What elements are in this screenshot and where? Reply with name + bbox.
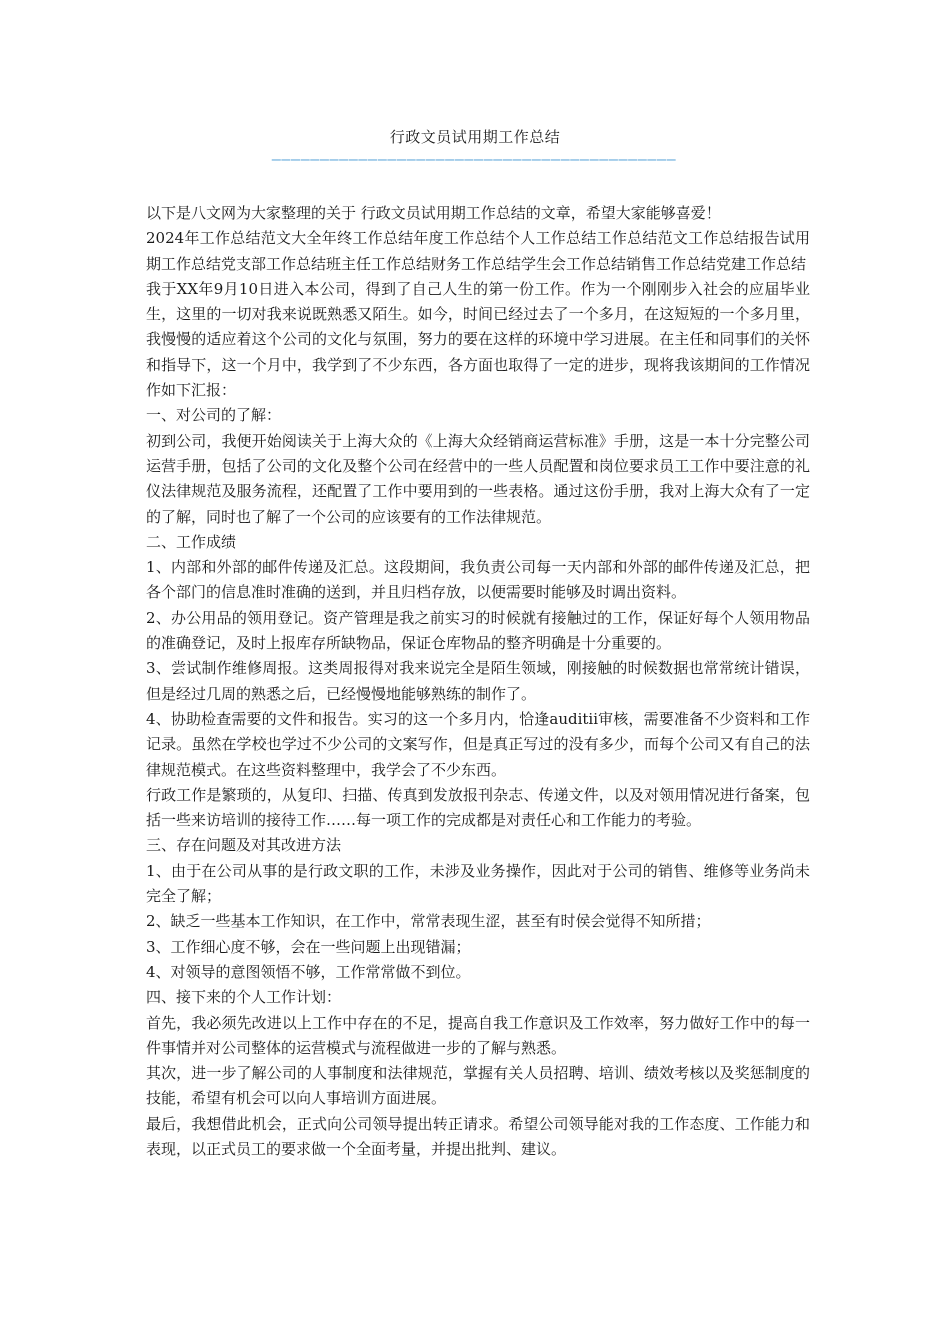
section-heading-1: 一、对公司的了解：: [146, 406, 282, 425]
list-item-achievement-1: 1、内部和外部的邮件传递及汇总。这段期间，我负责公司每一天内部和外部的邮件传递及汇总，把各个部门的信息准时准确的送到，并且归档存放，以便需要时能够及时调出资料。: [146, 558, 810, 602]
list-item-achievement-3: 3、尝试制作维修周报。这类周报得对我来说完全是陌生领域，刚接触的时候数据也常常统计错误，但是经过几周的熟悉之后，已经慢慢地能够熟练的制作了。: [146, 659, 810, 703]
paragraph-plan-second: 其次，进一步了解公司的人事制度和法律规范，掌握有关人员招聘、培训、绩效考核以及奖惩制度的技能，希望有机会可以向人事培训方面进展。: [146, 1064, 810, 1108]
title-divider: ——————————————————————————————————————————: [271, 150, 677, 168]
paragraph-opening: 我于XX年9月10日进入本公司，得到了自己人生的第一份工作。作为一个刚刚步入社会的应届毕业生，这里的一切对我来说既熟悉又陌生。如今，时间已经过去了一个多月，在这短短的一个多月里，我慢慢的适应着这个公司的文化与氛围，努力的要在这样的环境中学习进展。在主任和同事们的关怀和指导下，这一个月中，我学到了不少东西，各方面也取得了一定的进步，现将我该期间的工作情况作如下汇报：: [146, 279, 810, 400]
section-heading-3: 三、存在问题及对其改进方法: [146, 836, 342, 855]
document-body: [146, 201, 810, 1162]
section-heading-2: 二、工作成绩: [146, 532, 237, 551]
list-item-problem-4: 4、对领导的意图领悟不够，工作常常做不到位。: [146, 962, 471, 981]
document-title: 行政文员试用期工作总结: [389, 128, 561, 146]
list-item-achievement-4: 4、协助检查需要的文件和报告。实习的这一个多月内，恰逢auditii审核，需要准备不少资料和工作记录。虽然在学校也学过不少公司的文案写作，但是真正写过的没有多少，而每个公司又有自己的法律规范模式。在这些资料整理中，我学会了不少东西。: [146, 709, 810, 779]
paragraph-company-understanding: 初到公司，我便开始阅读关于上海大众的《上海大众经销商运营标准》手册，这是一本十分完整公司运营手册，包括了公司的文化及整个公司在经营中的一些人员配置和岗位要求员工工作中要注意的礼仪法律规范及服务流程，还配置了工作中要用到的一些表格。通过这份手册，我对上海大众有了一定的了解，同时也了解了一个公司的应该要有的工作法律规范。: [146, 431, 810, 526]
paragraph-intro: 以下是八文网为大家整理的关于 行政文员试用期工作总结的文章，希望大家能够喜爱！: [146, 204, 721, 222]
paragraph-admin-work: 行政工作是繁琐的，从复印、扫描、传真到发放报刊杂志、传递文件，以及对领用情况进行备案，包括一些来访培训的接待工作……每一项工作的完成都是对责任心和工作能力的考验。: [146, 785, 810, 830]
list-item-problem-2: 2、缺乏一些基本工作知识，在工作中，常常表现生涩，甚至有时侯会觉得不知所措；: [146, 912, 711, 931]
paragraph-related-links: 2024年工作总结范文大全年终工作总结年度工作总结个人工作总结工作总结范文工作总结报告试用期工作总结党支部工作总结班主任工作总结财务工作总结学生会工作总结销售工作总结党建工作总结: [146, 229, 810, 273]
list-item-problem-3: 3、工作细心度不够，会在一些问题上出现错漏；: [146, 937, 471, 956]
list-item-problem-1: 1、由于在公司从事的是行政文职的工作，未涉及业务操作，因此对于公司的销售、维修等业务尚未完全了解；: [146, 861, 810, 906]
paragraph-plan-last: 最后，我想借此机会，正式向公司领导提出转正请求。希望公司领导能对我的工作态度、工作能力和表现，以正式员工的要求做一个全面考量，并提出批判、建议。: [146, 1114, 810, 1158]
section-heading-4: 四、接下来的个人工作计划：: [146, 988, 342, 1007]
paragraph-plan-first: 首先，我必须先改进以上工作中存在的不足，提高自我工作意识及工作效率，努力做好工作中的每一件事情并对公司整体的运营模式与流程做进一步的了解与熟悉。: [146, 1013, 810, 1057]
list-item-achievement-2: 2、办公用品的领用登记。资产管理是我之前实习的时候就有接触过的工作，保证好每个人领用物品的准确登记，及时上报库存所缺物品，保证仓库物品的整齐明确是十分重要的。: [146, 608, 810, 653]
